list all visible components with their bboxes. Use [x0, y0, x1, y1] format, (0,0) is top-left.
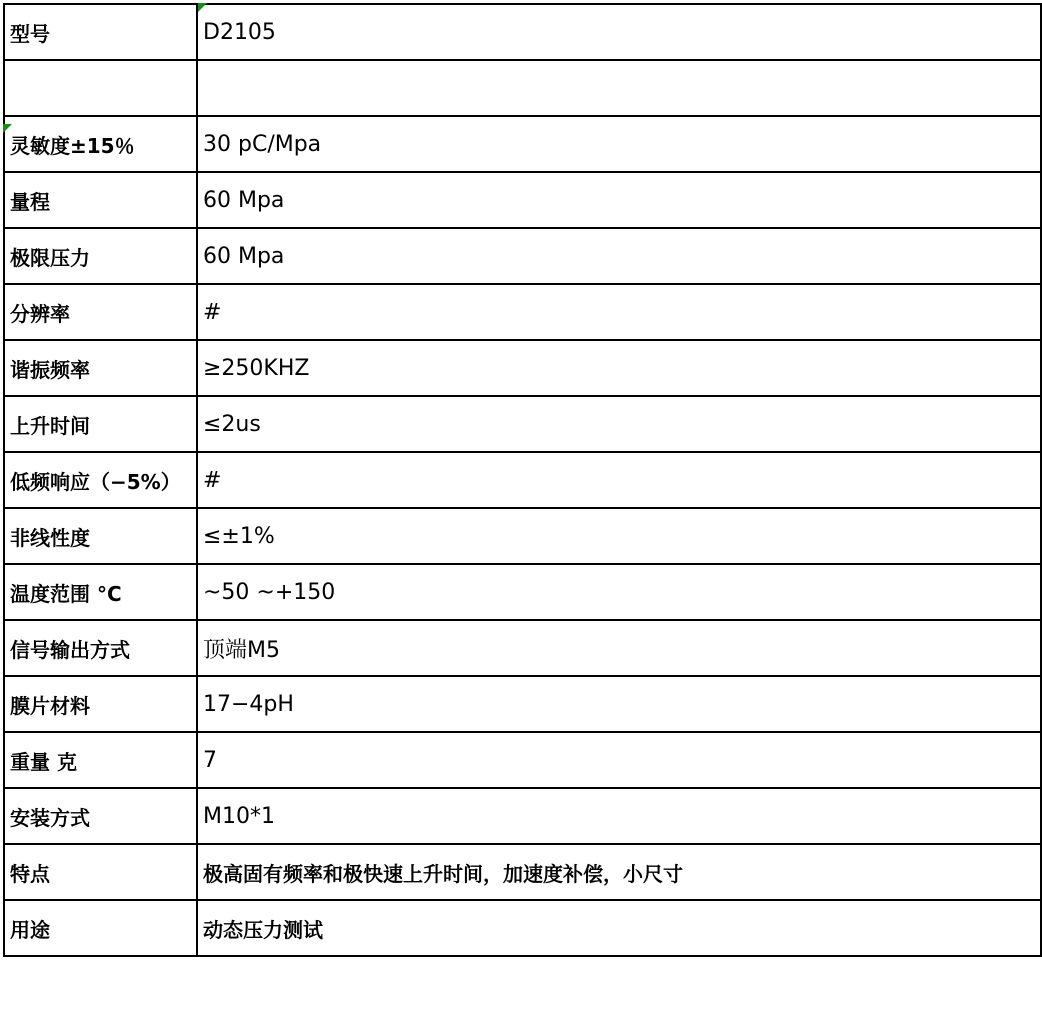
- label-empty: [4, 60, 197, 116]
- table-row-low-freq-response: [4, 452, 1041, 508]
- value-resonant-frequency: ≥250KHZ: [197, 340, 1041, 396]
- label-resonant-frequency: 谐振频率: [4, 340, 197, 396]
- label-mounting: 安装方式: [4, 788, 197, 844]
- label-limit-pressure: 极限压力: [4, 228, 197, 284]
- label-diaphragm: 膜片材料: [4, 676, 197, 732]
- table-row-rise-time: [4, 396, 1041, 452]
- label-low-freq-response: 低频响应（−5%）: [4, 452, 197, 508]
- label-sensitivity: 灵敏度±15％: [4, 116, 197, 172]
- value-nonlinearity: ≤±1%: [197, 508, 1041, 564]
- table-row-resolution: [4, 284, 1041, 340]
- label-model: 型号: [4, 4, 197, 60]
- label-features: 特点: [4, 844, 197, 900]
- label-resolution: 分辨率: [4, 284, 197, 340]
- spec-table: [3, 3, 1042, 957]
- table-row-temperature: [4, 564, 1041, 620]
- label-application: 用途: [4, 900, 197, 956]
- table-row-limit-pressure: [4, 228, 1041, 284]
- table-row-diaphragm: [4, 676, 1041, 732]
- table-row-features: [4, 844, 1041, 900]
- value-mounting: M10*1: [197, 788, 1041, 844]
- label-weight: 重量 克: [4, 732, 197, 788]
- table-row-signal-output: [4, 620, 1041, 676]
- value-signal-output: 顶端M5: [197, 620, 1041, 676]
- value-temperature: ~50 ~+150: [197, 564, 1041, 620]
- label-temperature: 温度范围 °C: [4, 564, 197, 620]
- table-row-empty: [4, 60, 1041, 116]
- table-row-sensitivity: [4, 116, 1041, 172]
- comment-marker-icon: [3, 124, 12, 133]
- value-resolution: #: [197, 284, 1041, 340]
- label-nonlinearity: 非线性度: [4, 508, 197, 564]
- table-row-range: [4, 172, 1041, 228]
- table-row-nonlinearity: [4, 508, 1041, 564]
- value-diaphragm: 17−4pH: [197, 676, 1041, 732]
- value-features: 极高固有频率和极快速上升时间，加速度补偿，小尺寸: [197, 844, 1041, 900]
- label-rise-time: 上升时间: [4, 396, 197, 452]
- value-rise-time: ≤2us: [197, 396, 1041, 452]
- label-signal-output: 信号输出方式: [4, 620, 197, 676]
- table-row-model: [4, 4, 1041, 60]
- label-range: 量程: [4, 172, 197, 228]
- value-limit-pressure: 60 Mpa: [197, 228, 1041, 284]
- value-empty: [197, 60, 1041, 116]
- table-row-resonant-frequency: [4, 340, 1041, 396]
- value-model: D2105: [197, 4, 1041, 60]
- value-weight: 7: [197, 732, 1041, 788]
- value-range: 60 Mpa: [197, 172, 1041, 228]
- value-application: 动态压力测试: [197, 900, 1041, 956]
- value-sensitivity: 30 pC/Mpa: [197, 116, 1041, 172]
- value-low-freq-response: #: [197, 452, 1041, 508]
- comment-marker-icon: [198, 3, 207, 12]
- table-row-weight: [4, 732, 1041, 788]
- table-row-mounting: [4, 788, 1041, 844]
- table-row-application: [4, 900, 1041, 956]
